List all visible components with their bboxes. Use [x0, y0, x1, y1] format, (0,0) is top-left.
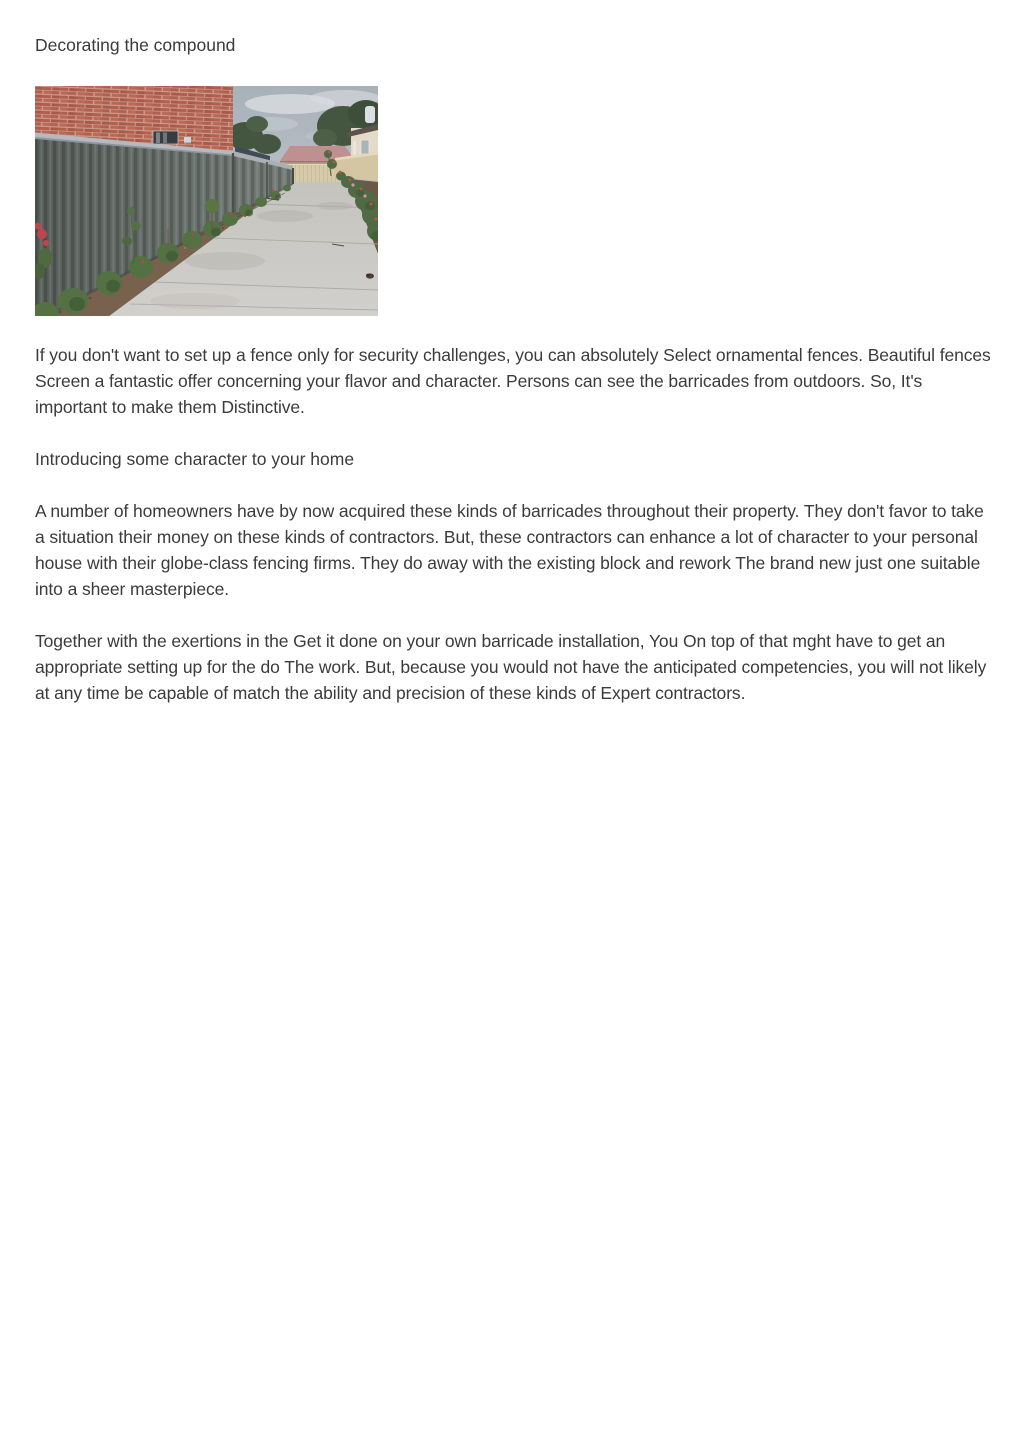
section-heading-character: Introducing some character to your home: [35, 449, 355, 469]
photo-illustration: [35, 86, 378, 316]
fence-path-photo: [35, 86, 378, 316]
paragraph-diy-installation: Together with the exertions in the Get it done on your own barricade installation, You On top of that mght have to get an appropriate setting up for the do The work. But, because you would not have the anticipated competencies, you will not likely at any time be capable of match the ability and precision of these kinds of Expert contractors.: [35, 631, 987, 703]
paragraph-homeowners: A number of homeowners have by now acquired these kinds of barricades throughout their property. They don't favor to take a situation their money on these kinds of contractors. But, these contractors can enhance a lot of character to your personal house with their globe-class fencing firms. They do away with the existing block and rework The brand new just one suitable into a sheer masterpiece.: [35, 501, 984, 599]
overcast-tint: [35, 86, 378, 316]
article-title: Decorating the compound: [35, 35, 236, 55]
paragraph-ornamental-fences: If you don't want to set up a fence only for security challenges, you can absolutely Select ornamental fences. Beautiful fences Screen a fantastic offer concerning your flavor and character. Persons can see the barricades from outdoors. So, It's important to make them Distinctive.: [35, 345, 991, 417]
